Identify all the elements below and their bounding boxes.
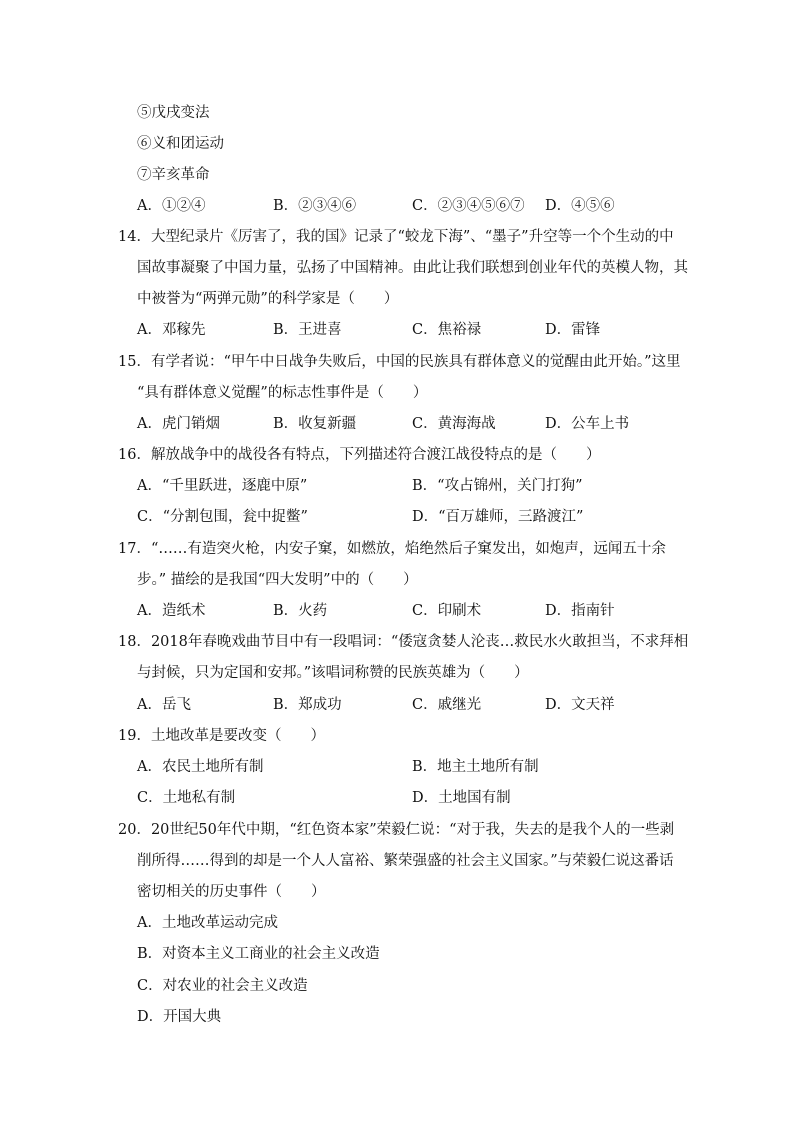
q13-option-d[interactable]: D．④⑤⑥ <box>545 198 615 214</box>
q13-option-b[interactable]: B．②③④⑥ <box>273 198 357 214</box>
q19-option-c[interactable]: C．土地私有制 <box>137 790 236 806</box>
q19-option-b[interactable]: B．地主土地所有制 <box>412 759 539 775</box>
q17-option-b[interactable]: B．火药 <box>273 603 328 619</box>
q19-option-d[interactable]: D．土地国有制 <box>412 790 511 806</box>
q20-option-d[interactable]: D．开国大典 <box>137 1009 222 1025</box>
q17-option-c[interactable]: C．印刷术 <box>412 603 482 619</box>
q16-option-a[interactable]: A．“千里跃进，逐鹿中原” <box>137 478 308 494</box>
q17-option-d[interactable]: D．指南针 <box>545 603 615 619</box>
q18-option-b[interactable]: B．郑成功 <box>273 697 342 713</box>
q13-option-a[interactable]: A．①②④ <box>137 198 206 214</box>
q14-stem-line-1: 14．大型纪录片《厉害了，我的国》记录了“蛟龙下海”、“墨子”升空等一个个生动的中 <box>118 229 674 245</box>
q13-item-6: ⑥义和团运动 <box>137 136 224 152</box>
q18-option-a[interactable]: A．岳飞 <box>137 697 191 713</box>
q20-option-b[interactable]: B．对资本主义工商业的社会主义改造 <box>137 946 380 962</box>
q15-option-c[interactable]: C．黄海海战 <box>412 416 496 432</box>
q18-stem-line-1: 18．2018年春晚戏曲节目中有一段唱词：“倭寇贪婪人沦丧…救民水火敢担当，不求拜相 <box>118 634 689 650</box>
q16-stem-line-1: 16．解放战争中的战役各有特点，下列描述符合渡江战役特点的是（ ） <box>118 447 601 463</box>
q15-option-d[interactable]: D．公车上书 <box>545 416 630 432</box>
q20-stem-line-3: 密切相关的历史事件（ ） <box>137 884 326 900</box>
q17-stem-line-2: 步。” 描绘的是我国“四大发明”中的（ ） <box>137 572 418 588</box>
q17-stem-line-1: 17．“……有造突火枪，内安子窠，如燃放，焰绝然后子窠发出，如炮声，远闻五十余 <box>118 541 666 557</box>
q20-stem-line-2: 削所得……得到的却是一个人人富裕、繁荣强盛的社会主义国家。”与荣毅仁说这番话 <box>137 853 674 869</box>
q14-stem-line-3: 中被誉为“两弹元勋”的科学家是（ ） <box>137 291 399 307</box>
q19-option-a[interactable]: A．农民土地所有制 <box>137 759 264 775</box>
q20-stem-line-1: 20．20世纪50年代中期，“红色资本家”荣毅仁说：“对于我，失去的是我个人的一些剥 <box>118 822 675 838</box>
q20-option-a[interactable]: A．土地改革运动完成 <box>137 915 278 931</box>
q16-option-b[interactable]: B．“攻占锦州，关门打狗” <box>412 478 583 494</box>
q15-option-a[interactable]: A．虎门销烟 <box>137 416 220 432</box>
q14-option-a[interactable]: A．邓稼先 <box>137 322 206 338</box>
q18-option-d[interactable]: D．文天祥 <box>545 697 615 713</box>
q13-item-7: ⑦辛亥革命 <box>137 167 210 183</box>
q16-option-c[interactable]: C．“分割包围，瓮中捉鳖” <box>137 509 308 525</box>
q16-option-d[interactable]: D．“百万雄师，三路渡江” <box>412 509 584 525</box>
q19-stem-line-1: 19．土地改革是要改变（ ） <box>118 728 325 744</box>
q14-option-c[interactable]: C．焦裕禄 <box>412 322 482 338</box>
q18-stem-line-2: 与封候，只为定国和安邦。”该唱词称赞的民族英雄为（ ） <box>137 665 529 681</box>
q15-stem-line-2: “具有群体意义觉醒”的标志性事件是（ ） <box>137 385 428 401</box>
q20-option-c[interactable]: C．对农业的社会主义改造 <box>137 978 308 994</box>
q18-option-c[interactable]: C．戚继光 <box>412 697 482 713</box>
q14-option-b[interactable]: B．王进喜 <box>273 322 342 338</box>
q15-stem-line-1: 15．有学者说：“甲午中日战争失败后，中国的民族具有群体意义的觉醒由此开始。”这里 <box>118 354 681 370</box>
q15-option-b[interactable]: B．收复新疆 <box>273 416 357 432</box>
q14-option-d[interactable]: D．雷锋 <box>545 322 601 338</box>
q17-option-a[interactable]: A．造纸术 <box>137 603 206 619</box>
q14-stem-line-2: 国故事凝聚了中国力量，弘扬了中国精神。由此让我们联想到创业年代的英模人物，其 <box>137 260 688 276</box>
q13-option-c[interactable]: C．②③④⑤⑥⑦ <box>412 198 525 214</box>
q13-item-5: ⑤戊戌变法 <box>137 105 210 121</box>
